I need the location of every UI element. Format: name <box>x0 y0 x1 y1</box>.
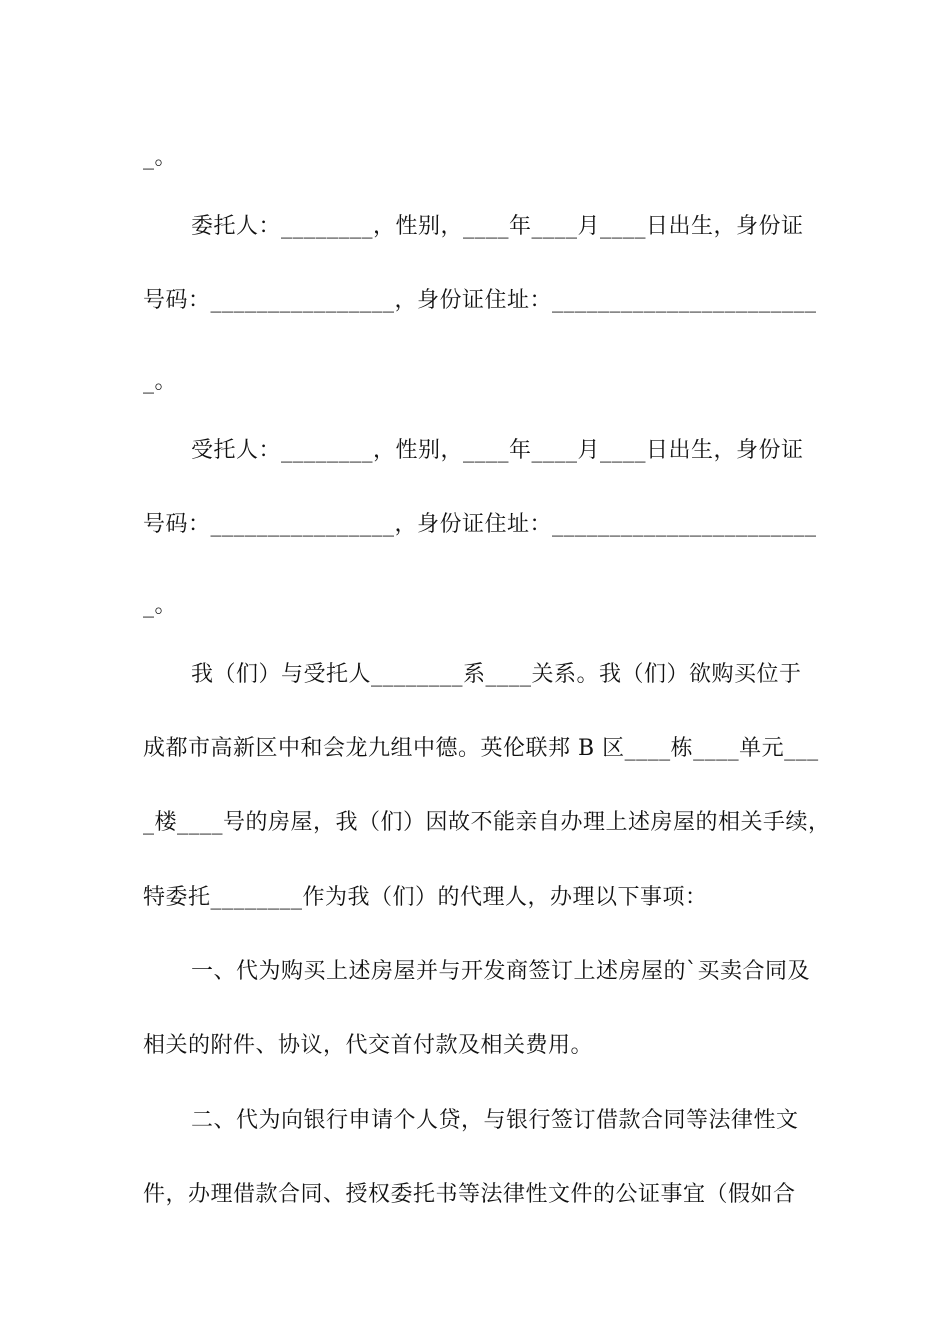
text-line: 号码：________________，身份证住址：_______________________ <box>143 512 817 537</box>
text-line: _。 <box>143 369 178 394</box>
text-line: 成都市高新区中和会龙九组中德。英伦联邦 B 区____栋____单元___ <box>143 736 819 761</box>
text-line: 我（们）与受托人________系____关系。我（们）欲购买位于 <box>191 662 802 687</box>
text-line: 受托人：________，性别，____年____月____日出生，身份证 <box>191 438 804 463</box>
text-line: 二、代为向银行申请个人贷，与银行签订借款合同等法律性文 <box>191 1108 799 1133</box>
text-line: 一、代为购买上述房屋并与开发商签订上述房屋的`买卖合同及 <box>191 959 811 984</box>
text-line: _。 <box>143 593 178 618</box>
text-line: 件，办理借款合同、授权委托书等法律性文件的公证事宜（假如合 <box>143 1182 796 1207</box>
text-line: 委托人：________，性别，____年____月____日出生，身份证 <box>191 214 804 239</box>
text-line: 相关的附件、协议，代交首付款及相关费用。 <box>143 1033 594 1058</box>
text-line: _。 <box>143 145 178 170</box>
text-line: 特委托________作为我（们）的代理人，办理以下事项： <box>143 885 708 910</box>
text-line: 号码：________________，身份证住址：_______________________ <box>143 288 817 313</box>
text-line: _楼____号的房屋，我（们）因故不能亲自办理上述房屋的相关手续， <box>143 810 831 835</box>
